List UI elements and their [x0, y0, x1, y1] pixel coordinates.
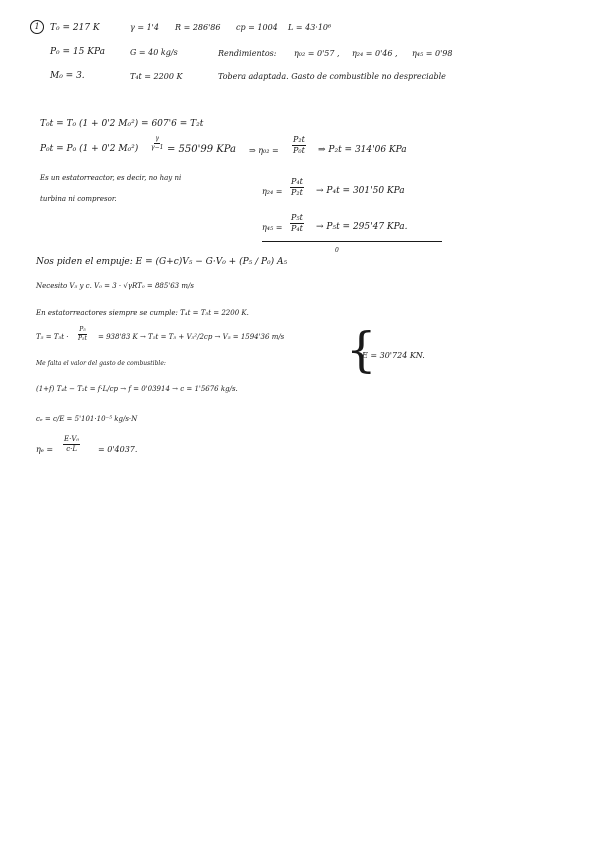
- T5-fraction: [78, 327, 87, 342]
- statorreactor-note-2: turbina ni compresor.: [40, 195, 117, 203]
- given-gamma: γ = 1'4: [130, 23, 159, 32]
- P5t-result: → P₅t = 295'47 KPa.: [316, 222, 408, 232]
- me-falta-note: Me falta el valor del gasto de combustible:: [36, 360, 166, 367]
- ce-line: cₑ = c/E = 5'101·10⁻⁵ kg/s·N: [36, 415, 138, 423]
- rendimientos-label: Rendimientos:: [218, 49, 277, 58]
- combustion-line: (1+f) T₄t − T₂t = f·L/cp → f = 0'03914 → c = 1'5676 kg/s.: [36, 385, 238, 393]
- estator-note: En estatorreactores siempre se cumple: T₄t = T₅t = 2200 K.: [36, 309, 249, 317]
- given-cp: cp = 1004: [236, 23, 278, 32]
- P0t-rhs: = 550'99 KPa: [167, 144, 237, 155]
- T0t-line: T₀t = T₀ (1 + 0'2 M₀²) = 607'6 = T₂t: [40, 119, 204, 129]
- given-L: L = 43·10⁶: [288, 23, 332, 32]
- empuje-line: Nos piden el empuje: E = (G+c)V₅ − G·V₀ + (P₅ ∕ P₀) A₅: [36, 257, 288, 267]
- given-G: G = 40 kg/s: [130, 48, 178, 57]
- given-eta45: η₄₅ = 0'98: [412, 49, 453, 58]
- eta-E-rhs: = 0'4037.: [98, 445, 138, 454]
- P0t-exponent-num: γ: [155, 135, 160, 142]
- eta24-lhs: η₂₄ =: [262, 187, 283, 196]
- eta02-fraction: [292, 136, 306, 155]
- eta02-num: P₂t: [293, 135, 305, 144]
- given-P0: P₀ = 15 KPa: [50, 47, 105, 57]
- P0t-lhs: P₀t = P₀ (1 + 0'2 M₀²): [40, 144, 139, 154]
- E-result: E = 30'724 KN.: [362, 351, 425, 360]
- P0t-exponent: [151, 136, 163, 151]
- P0t-exponent-den: γ−1: [151, 144, 164, 151]
- given-eta24: η₂₄ = 0'46 ,: [352, 49, 398, 58]
- given-eta02: η₀₂ = 0'57 ,: [294, 49, 340, 58]
- empuje-zero-mark: 0: [335, 247, 339, 254]
- eta-E-lhs: ηₑ =: [36, 445, 54, 454]
- eta45-lhs: η₄₅ =: [262, 223, 283, 232]
- eta24-fraction: [290, 178, 304, 197]
- T5-frac-den: P₅t: [78, 335, 87, 342]
- given-M0: M₀ = 3.: [50, 71, 85, 81]
- necesito-line: Necesito V₅ y c. V₀ = 3 · √γRT₀ = 885'63 m/s: [36, 282, 194, 290]
- eta02-arrow: ⇒ η₀₂ =: [249, 146, 279, 155]
- given-R: R = 286'86: [175, 23, 221, 32]
- given-T0: T₀ = 217 K: [50, 23, 100, 33]
- statorreactor-note-1: Es un estatorreactor, es decir, no hay ni: [40, 174, 182, 182]
- result-brace: {: [346, 322, 377, 378]
- eta-E-fraction: [63, 436, 80, 453]
- eta45-den: P₄t: [291, 224, 303, 233]
- eta45-fraction: [290, 214, 304, 233]
- separator-line: [262, 241, 442, 242]
- P2t-result: ⇒ P₂t = 314'06 KPa: [318, 145, 407, 155]
- eta24-den: P₂t: [291, 188, 303, 197]
- T5-lhs: T₅ = T₅t ·: [36, 333, 69, 341]
- given-T4t: T₄t = 2200 K: [130, 72, 183, 81]
- tobera-note: Tobera adaptada. Gasto de combustible no despreciable: [218, 72, 446, 81]
- eta45-num: P₅t: [291, 213, 303, 222]
- T5-frac-num: P₅: [79, 326, 86, 333]
- problem-number: 1: [30, 20, 44, 34]
- eta-E-den: c·L: [66, 445, 77, 453]
- P4t-result: → P₄t = 301'50 KPa: [316, 186, 405, 196]
- eta02-den: P₀t: [293, 146, 305, 155]
- eta-E-num: E·V₀: [64, 435, 80, 443]
- eta24-num: P₄t: [291, 177, 303, 186]
- T5-rhs: = 938'83 K → T₅t = T₅ + V₅²/2cp → V₅ = 1594'36 m/s: [98, 333, 285, 341]
